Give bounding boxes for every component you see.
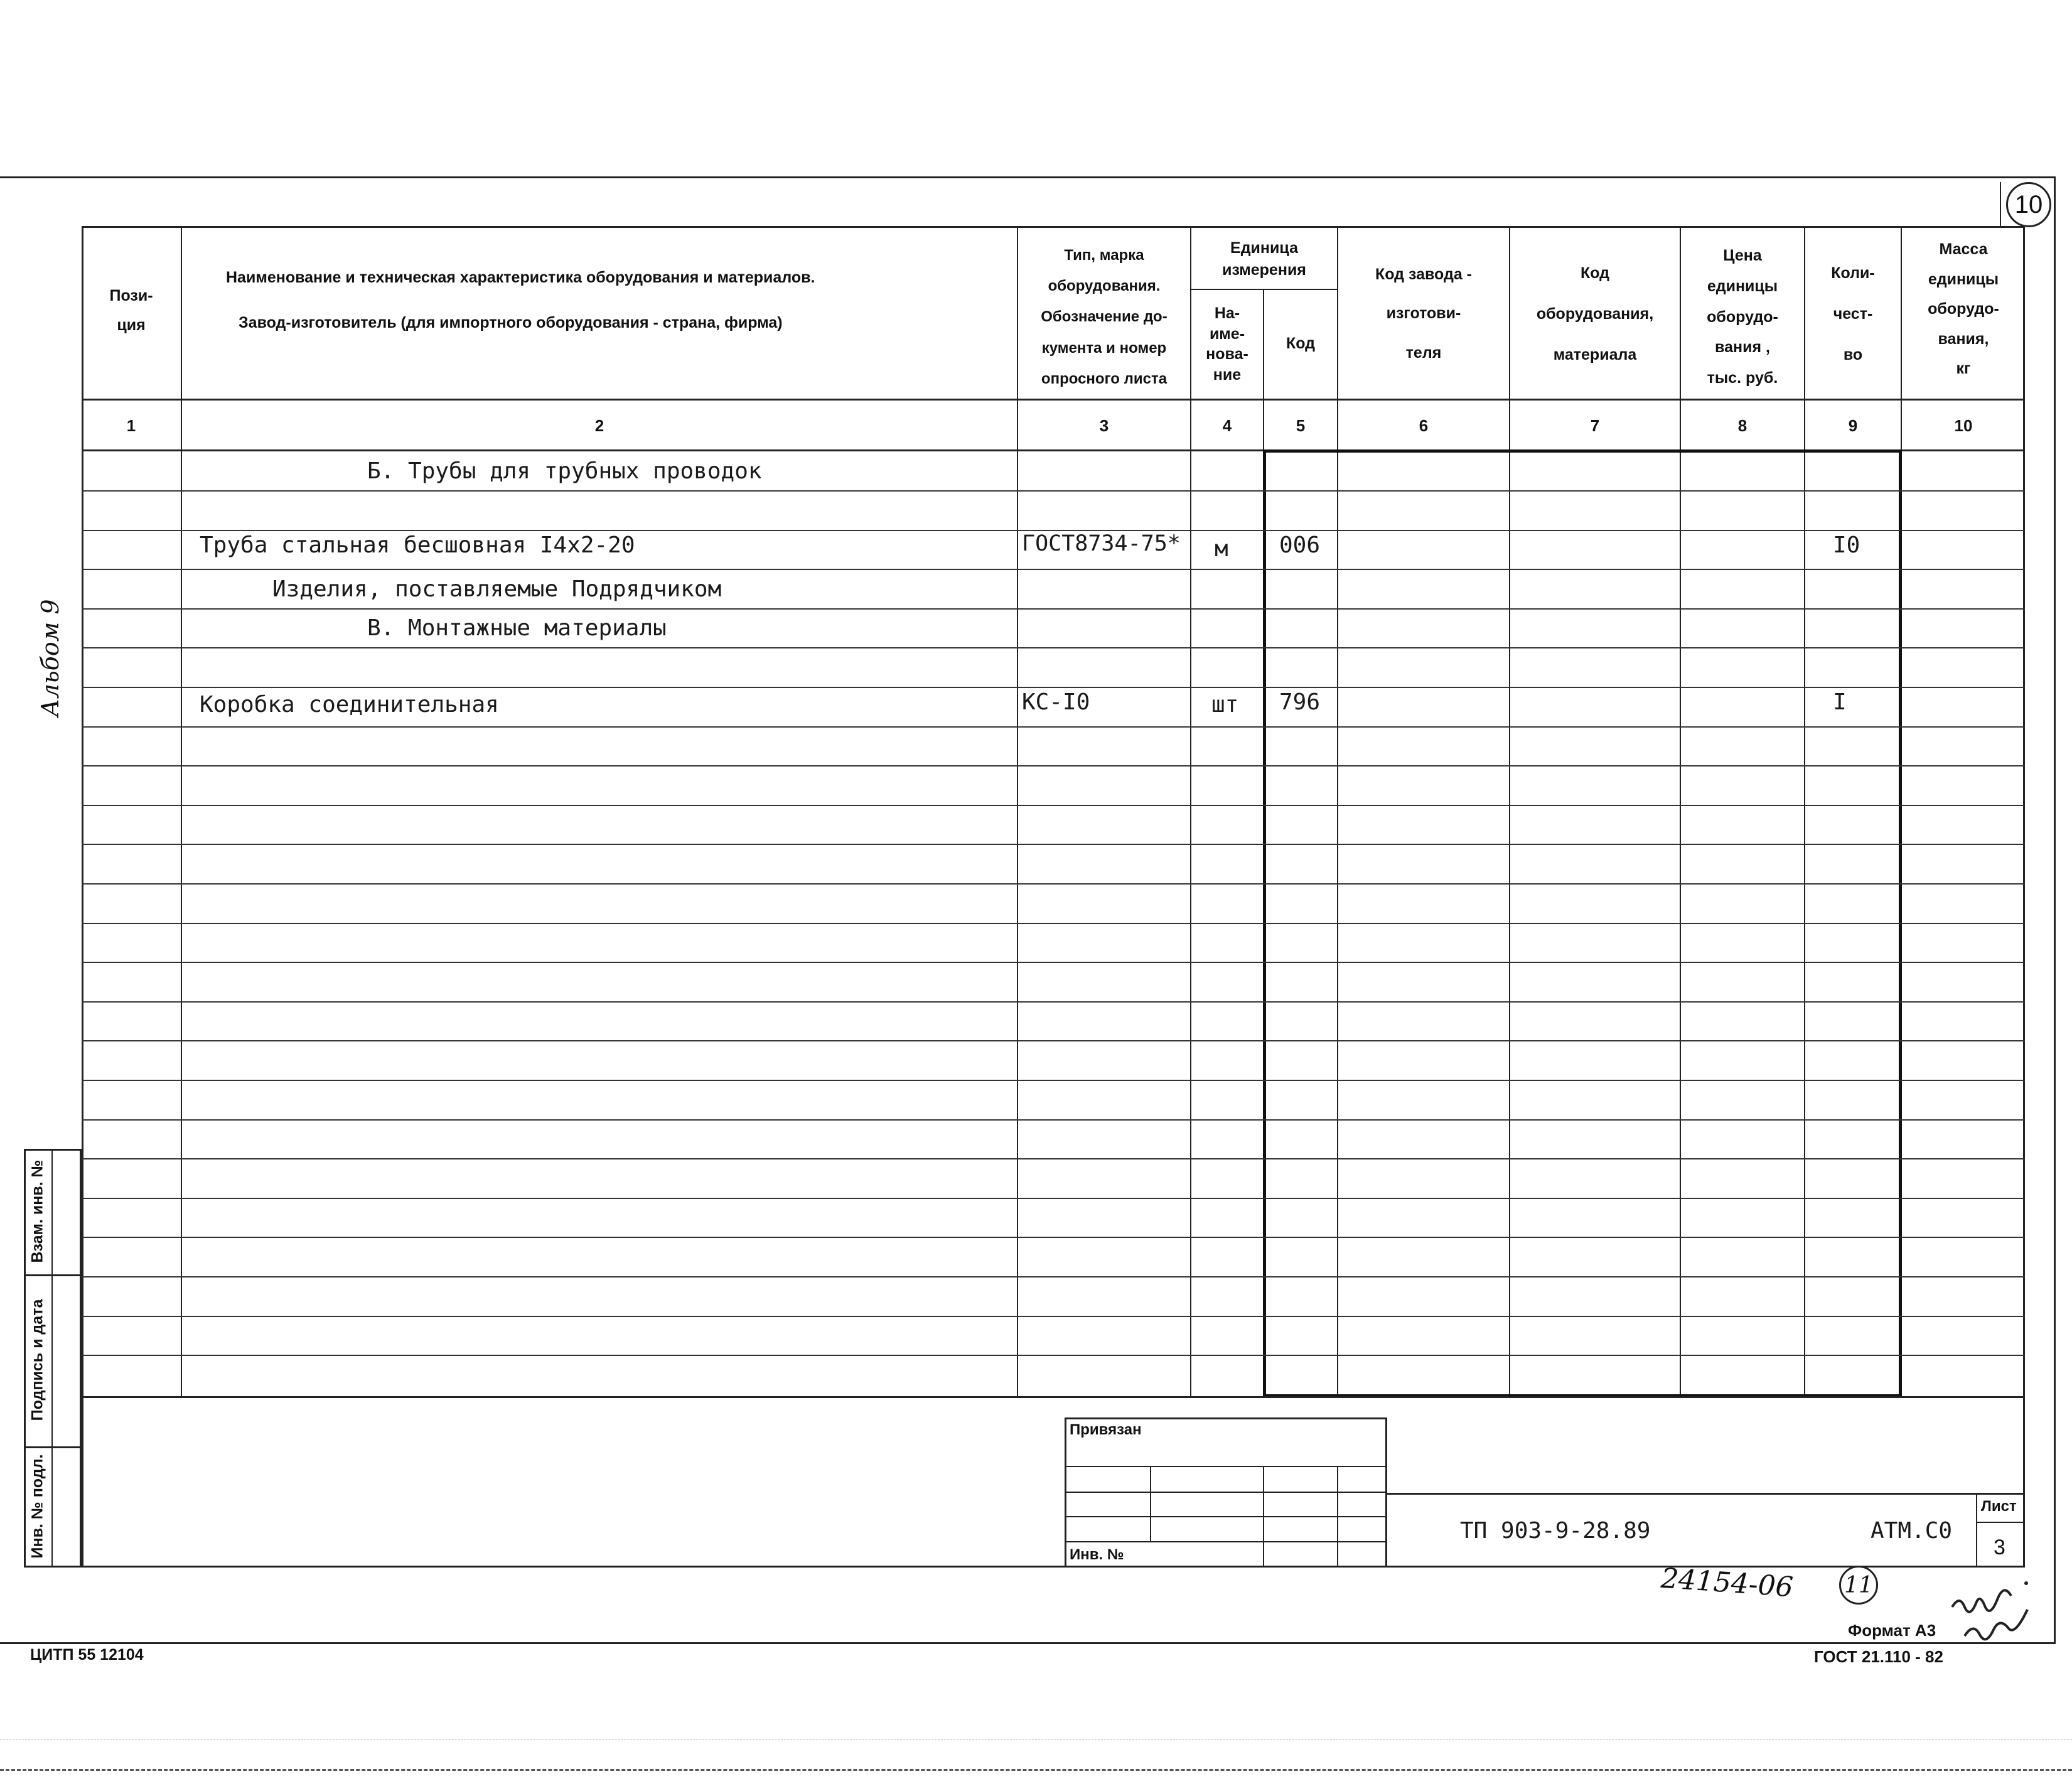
row-line	[82, 1198, 2025, 1199]
colnum-2: 2	[594, 416, 604, 435]
row-line	[82, 1119, 2025, 1121]
header-mass: Масса единицы оборудо- вания, кг	[1928, 240, 1999, 378]
sheet-label: Лист	[1981, 1498, 2017, 1515]
header-unit-code: Код	[1286, 335, 1316, 353]
header-bottom-line	[82, 399, 2025, 401]
row-box-type: КС-I0	[1022, 689, 1090, 715]
row-line	[82, 962, 2025, 963]
format-label: Формат А3	[1848, 1621, 1936, 1640]
row-box-unit: шт	[1211, 692, 1239, 718]
side-label-vzam: Взам. инв. №	[28, 1159, 46, 1263]
inv-label: Инв. №	[1070, 1546, 1124, 1563]
colnum-9: 9	[1848, 416, 1858, 435]
colnum-7: 7	[1590, 416, 1600, 435]
bound-stamp-vline-2	[1263, 1466, 1264, 1568]
colnum-5: 5	[1296, 416, 1306, 435]
header-equipment-code: Код оборудования, материала	[1536, 264, 1654, 363]
row-line	[82, 490, 2025, 492]
side-label-podpis: Подпись и дата	[28, 1299, 46, 1421]
side-stamp-sep-1	[24, 1274, 82, 1276]
side-label-inv-podl: Инв. № подл.	[28, 1454, 46, 1559]
doc-code: ТП 903-9-28.89	[1460, 1518, 1651, 1544]
row-line	[82, 1080, 2025, 1081]
header-factory-code: Код завода - изготови- теля	[1375, 265, 1473, 362]
bound-label: Привязан	[1070, 1421, 1142, 1438]
row-line	[82, 1237, 2025, 1238]
frame-top-line	[0, 176, 2056, 178]
row-line	[82, 1316, 2025, 1317]
row-line	[82, 844, 2025, 845]
row-line	[82, 923, 2025, 924]
sheet-code: АТМ.С0	[1871, 1518, 1953, 1544]
header-type: Тип, марка оборудования. Обозначение до- кумента и номер опросного листа	[1041, 247, 1168, 387]
header-name-line1: Наименование и техническая характеристика оборудования и материалов.	[226, 269, 815, 286]
footer-left-code: ЦИТП 55 12104	[30, 1646, 144, 1664]
row-pipe-code: 006	[1279, 532, 1321, 558]
row-line	[82, 569, 2025, 570]
header-unit-name: На- име- нова- ние	[1206, 304, 1248, 384]
row-pipe-type: ГОСТ8734-75*	[1022, 531, 1181, 556]
row-line	[82, 647, 2025, 648]
contractor-items-title: Изделия, поставляемые Подрядчиком	[272, 576, 722, 602]
colnum-4: 4	[1222, 416, 1232, 435]
row-line	[82, 1276, 2025, 1277]
colnum-8: 8	[1737, 416, 1747, 435]
header-price: Цена единицы оборудо- вания , тыс. руб.	[1707, 247, 1778, 387]
header-name-line2: Завод-изготовитель (для импортного оборудования - страна, фирма)	[239, 314, 783, 331]
col-line-3	[1190, 226, 1191, 1397]
bound-stamp-vline-3	[1337, 1466, 1338, 1568]
row-box-qty: I	[1833, 689, 1847, 715]
album-label: Альбом 9	[36, 599, 64, 717]
sheet-number: 3	[1994, 1536, 2005, 1559]
colnum-3: 3	[1099, 416, 1109, 435]
row-line	[82, 765, 2025, 766]
side-stamp-divider	[51, 1149, 53, 1568]
row-line	[82, 1158, 2025, 1159]
col-line-2	[1017, 226, 1018, 1397]
circled-number	[1839, 1566, 1878, 1605]
scan-dashes	[0, 1769, 2072, 1771]
header-position: Пози- ция	[109, 286, 153, 334]
col-line-1	[181, 226, 182, 1397]
sheet-label-line	[1976, 1522, 2025, 1523]
sheet-divider	[1976, 1493, 1977, 1568]
unit-group-line	[1190, 289, 1338, 290]
frame-right-line	[2054, 176, 2056, 1644]
row-line	[82, 726, 2025, 728]
section-v-title: В. Монтажные материалы	[367, 615, 667, 641]
header-unit-group: Единица измерения	[1222, 239, 1306, 279]
table-body-bottom-line	[82, 1396, 2025, 1398]
row-line	[82, 687, 2025, 688]
row-line	[82, 1355, 2025, 1356]
scan-faint-line	[0, 1739, 2072, 1740]
row-pipe-qty: I0	[1833, 532, 1860, 558]
page-number-circle	[2006, 182, 2051, 227]
bound-stamp-vline-1	[1150, 1466, 1151, 1541]
row-line	[82, 608, 2025, 610]
colnum-1: 1	[126, 416, 136, 435]
row-line	[82, 1001, 2025, 1003]
row-line	[82, 805, 2025, 806]
row-line	[82, 1040, 2025, 1041]
signature-mark	[1946, 1576, 2046, 1645]
bound-stamp-line-4	[1065, 1541, 1387, 1542]
colnum-10: 10	[1954, 416, 1973, 435]
section-b-title: Б. Трубы для трубных проводок	[367, 458, 762, 484]
frame-bottom-line	[0, 1642, 2056, 1644]
circle-tick	[2000, 182, 2001, 226]
colnum-6: 6	[1419, 416, 1429, 435]
page-number-text: 10	[2014, 190, 2043, 218]
circled-number-text: 11	[1844, 1572, 1873, 1598]
row-line	[82, 883, 2025, 885]
row-box-code: 796	[1279, 689, 1321, 715]
row-box-name: Коробка соединительная	[200, 692, 499, 718]
row-pipe-unit: м	[1215, 536, 1228, 562]
header-quantity: Коли- чест- во	[1831, 264, 1875, 363]
gost-label: ГОСТ 21.110 - 82	[1814, 1647, 1943, 1666]
title-block-top	[1387, 1493, 2025, 1495]
bound-stamp-line-1	[1065, 1466, 1387, 1467]
bound-stamp-line-2	[1065, 1492, 1387, 1493]
row-pipe-name: Труба стальная бесшовная I4x2-20	[200, 532, 635, 558]
handwritten-number: 24154-06	[1660, 1562, 1795, 1604]
bound-stamp-line-3	[1065, 1516, 1387, 1517]
